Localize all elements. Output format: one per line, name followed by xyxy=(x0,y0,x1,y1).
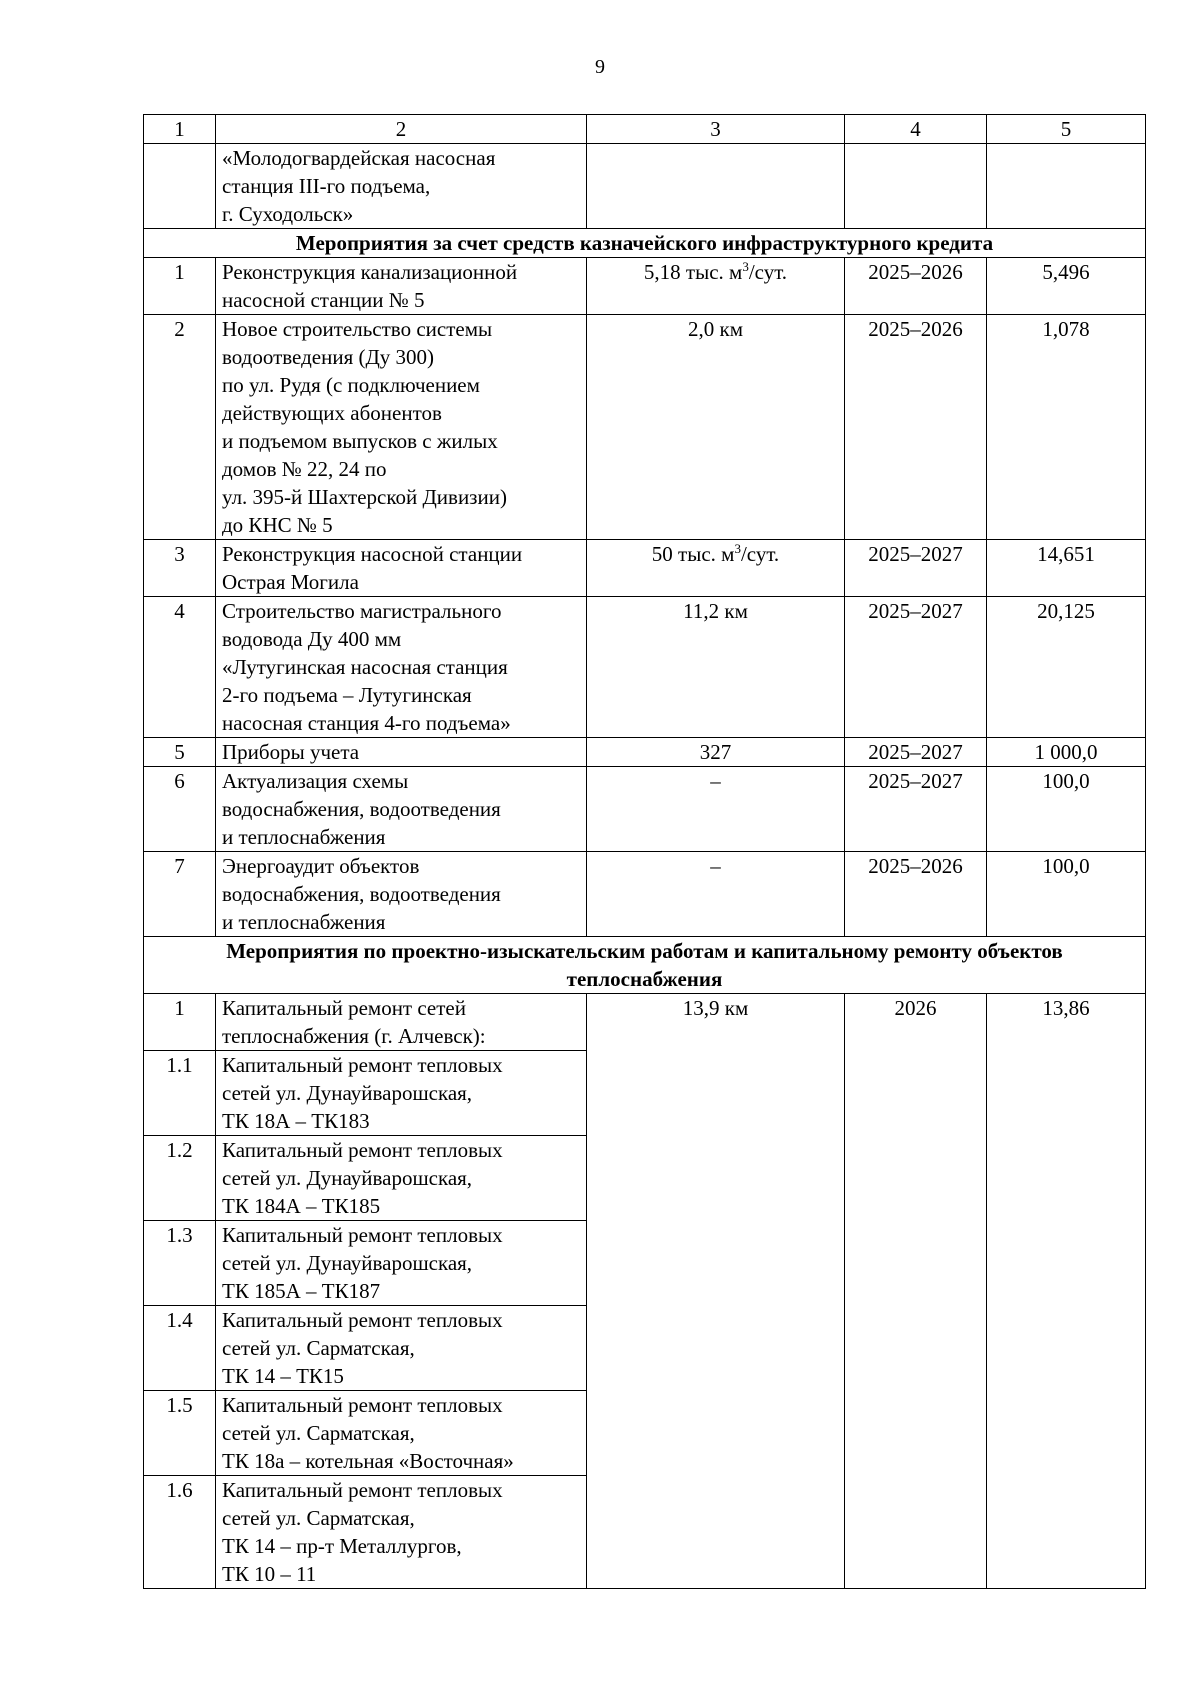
capacity-cell: 2,0 км xyxy=(587,315,845,540)
header-cell-3: 3 xyxy=(587,115,845,144)
period-cell: 2025–2027 xyxy=(845,738,987,767)
measure-name-cell: «Молодогвардейская насосная станция III-го подъема, г. Суходольск» xyxy=(216,144,587,229)
capacity-cell: 50 тыс. $м^3$/сут. xyxy=(587,540,845,597)
table-row xyxy=(144,994,1146,1051)
measure-name-cell: Капитальный ремонт тепловых сетей ул. Сарматская, ТК 18а – котельная «Восточная» xyxy=(216,1391,587,1476)
measure-name-cell: Капитальный ремонт сетей теплоснабжения (г. Алчевск): xyxy=(216,994,587,1051)
row-number-cell xyxy=(144,144,216,229)
period-cell: 2025–2026 xyxy=(845,315,987,540)
table-row xyxy=(144,767,1146,852)
measure-name-cell: Актуализация схемы водоснабжения, водоотведения и теплоснабжения xyxy=(216,767,587,852)
amount-cell: 20,125 xyxy=(987,597,1146,738)
table-row xyxy=(144,852,1146,937)
capacity-cell xyxy=(587,144,845,229)
section-heading-row xyxy=(144,937,1146,994)
measure-name-cell: Энергоаудит объектов водоснабжения, водоотведения и теплоснабжения xyxy=(216,852,587,937)
row-number-cell: 1 xyxy=(144,258,216,315)
capacity-cell: 5,18 тыс. $м^3$/сут. xyxy=(587,258,845,315)
row-number-cell: 7 xyxy=(144,852,216,937)
period-cell xyxy=(845,144,987,229)
measure-name-cell: Капитальный ремонт тепловых сетей ул. Сарматская, ТК 14 – пр-т Металлургов, ТК 10 – 11 xyxy=(216,1476,587,1589)
header-cell-5: 5 xyxy=(987,115,1146,144)
row-number-cell: 1 xyxy=(144,994,216,1051)
measures-table xyxy=(143,114,1146,1589)
section-heading-row xyxy=(144,229,1146,258)
measure-name-cell: Реконструкция насосной станции Острая Могила xyxy=(216,540,587,597)
row-number-cell: 3 xyxy=(144,540,216,597)
row-number-cell: 1.5 xyxy=(144,1391,216,1476)
period-cell: 2025–2027 xyxy=(845,597,987,738)
table-row xyxy=(144,144,1146,229)
measure-name-cell: Капитальный ремонт тепловых сетей ул. Дунауйварошская, ТК 18А – ТК183 xyxy=(216,1051,587,1136)
capacity-cell: 13,9 км xyxy=(587,994,845,1589)
measure-name-cell: Капитальный ремонт тепловых сетей ул. Дунауйварошская, ТК 184А – ТК185 xyxy=(216,1136,587,1221)
amount-cell: 1 000,0 xyxy=(987,738,1146,767)
table-row xyxy=(144,540,1146,597)
row-number-cell: 1.1 xyxy=(144,1051,216,1136)
amount-cell xyxy=(987,144,1146,229)
row-number-cell: 4 xyxy=(144,597,216,738)
table-row xyxy=(144,258,1146,315)
capacity-cell: 11,2 км xyxy=(587,597,845,738)
page-number: 9 xyxy=(595,56,605,78)
period-cell: 2025–2027 xyxy=(845,767,987,852)
table-row xyxy=(144,315,1146,540)
row-number-cell: 1.4 xyxy=(144,1306,216,1391)
amount-cell: 14,651 xyxy=(987,540,1146,597)
measure-name-cell: Реконструкция канализационной насосной станции № 5 xyxy=(216,258,587,315)
header-cell-1: 1 xyxy=(144,115,216,144)
header-cell-4: 4 xyxy=(845,115,987,144)
amount-cell: 13,86 xyxy=(987,994,1146,1589)
row-number-cell: 1.6 xyxy=(144,1476,216,1589)
section-heading: Мероприятия за счет средств казначейского инфраструктурного кредита xyxy=(144,229,1146,258)
amount-cell: 100,0 xyxy=(987,852,1146,937)
row-number-cell: 2 xyxy=(144,315,216,540)
measure-name-cell: Приборы учета xyxy=(216,738,587,767)
period-cell: 2025–2027 xyxy=(845,540,987,597)
amount-cell: 5,496 xyxy=(987,258,1146,315)
header-row xyxy=(144,115,1146,144)
amount-cell: 1,078 xyxy=(987,315,1146,540)
measure-name-cell: Строительство магистрального водовода Ду 400 мм «Лутугинская насосная станция 2-го подъема – Лутугинская насосная станция 4-го подъема» xyxy=(216,597,587,738)
measure-name-cell: Капитальный ремонт тепловых сетей ул. Сарматская, ТК 14 – ТК15 xyxy=(216,1306,587,1391)
section-heading: Мероприятия по проектно-изыскательским работам и капитальному ремонту объектов теплоснабжения xyxy=(144,937,1146,994)
capacity-cell: 327 xyxy=(587,738,845,767)
measure-name-cell: Новое строительство системы водоотведения (Ду 300) по ул. Рудя (с подключением действующих абонентов и подъемом выпусков с жилых домов № 22, 24 по ул. 395-й Шахтерской Дивизии) до КНС № 5 xyxy=(216,315,587,540)
period-cell: 2025–2026 xyxy=(845,852,987,937)
row-number-cell: 5 xyxy=(144,738,216,767)
row-number-cell: 1.2 xyxy=(144,1136,216,1221)
measure-name-cell: Капитальный ремонт тепловых сетей ул. Дунауйварошская, ТК 185А – ТК187 xyxy=(216,1221,587,1306)
table-row xyxy=(144,738,1146,767)
header-cell-2: 2 xyxy=(216,115,587,144)
amount-cell: 100,0 xyxy=(987,767,1146,852)
period-cell: 2025–2026 xyxy=(845,258,987,315)
row-number-cell: 6 xyxy=(144,767,216,852)
table-row xyxy=(144,597,1146,738)
period-cell: 2026 xyxy=(845,994,987,1589)
row-number-cell: 1.3 xyxy=(144,1221,216,1306)
capacity-cell: – xyxy=(587,852,845,937)
capacity-cell: – xyxy=(587,767,845,852)
